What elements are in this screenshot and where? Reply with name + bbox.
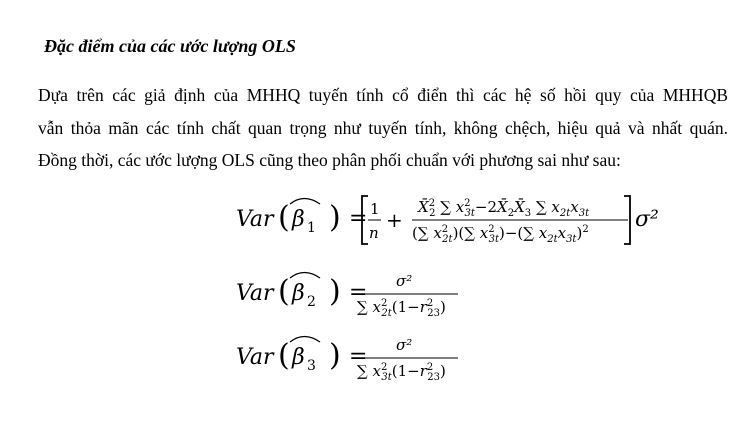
svg-text:(∑ x22t)(∑ x23t)−(∑ x2tx3t)2: (∑ $x^2$ 2t)(∑ $x^2$ 3t)−(∑ $x_{2t}x_{3t})^2$	[412, 224, 589, 245]
svg-text:(: (	[278, 274, 290, 309]
svg-text:Var: Var	[236, 345, 274, 370]
svg-text:σ²: σ²	[635, 207, 659, 232]
svg-text:Var: Var	[236, 281, 274, 306]
svg-text:(: (	[278, 200, 290, 235]
svg-text:∑ x22t(1−r223): ∑ $x^2$ $2t(1-r^2$ 23)	[357, 298, 446, 319]
svg-text:(: (	[278, 338, 290, 373]
svg-text:β: β	[292, 207, 305, 232]
svg-text:): )	[329, 200, 341, 235]
beta-index: 1	[307, 220, 316, 236]
svg-text:n: n	[369, 224, 379, 242]
svg-text:β: β	[292, 281, 305, 306]
svg-text:1: 1	[370, 200, 380, 218]
svg-text:=: =	[349, 280, 368, 305]
section-heading: Đặc điểm của các ước lượng OLS	[44, 36, 296, 56]
svg-text:+: +	[386, 208, 403, 232]
svg-text:∑ x23t(1−r223): ∑ $x^2$ $3t(1-r^2$ 23)	[357, 362, 446, 383]
svg-text:X̄22 ∑ x23t−2X̄2X̄3 ∑ x2tx3t: X̄$^2$ 2 ∑ $x^2$ $3t-2X̄_2X̄_3$ ∑ $x_{2t}x_{3t}$	[418, 198, 590, 219]
svg-text:): )	[329, 274, 341, 309]
svg-text:σ²: σ²	[396, 336, 413, 354]
svg-text:=: =	[349, 344, 368, 369]
svg-text:2: 2	[307, 294, 316, 310]
paragraph-line-2: vẫn thỏa mãn các tính chất quan trọng như tuyến tính, không chệch, hiệu quả và nhất quán.	[38, 118, 728, 138]
svg-text:): )	[329, 338, 341, 373]
paragraph-line-1: Dựa trên các giả định của MHHQ tuyến tính cổ điển thì các hệ số hồi quy của MHHQB	[38, 85, 728, 105]
formula-var-beta2	[236, 266, 476, 322]
equals-sign: =	[349, 206, 368, 231]
var-label: Var	[236, 207, 274, 232]
svg-text:σ²: σ²	[396, 272, 413, 290]
svg-text:3: 3	[307, 358, 316, 374]
paragraph-line-3: Đồng thời, các ước lượng OLS cũng theo phân phối chuẩn với phương sai như sau:	[38, 150, 621, 170]
formula-var-beta1	[236, 186, 676, 250]
svg-text:β: β	[292, 345, 305, 370]
formula-var-beta3	[236, 330, 476, 386]
